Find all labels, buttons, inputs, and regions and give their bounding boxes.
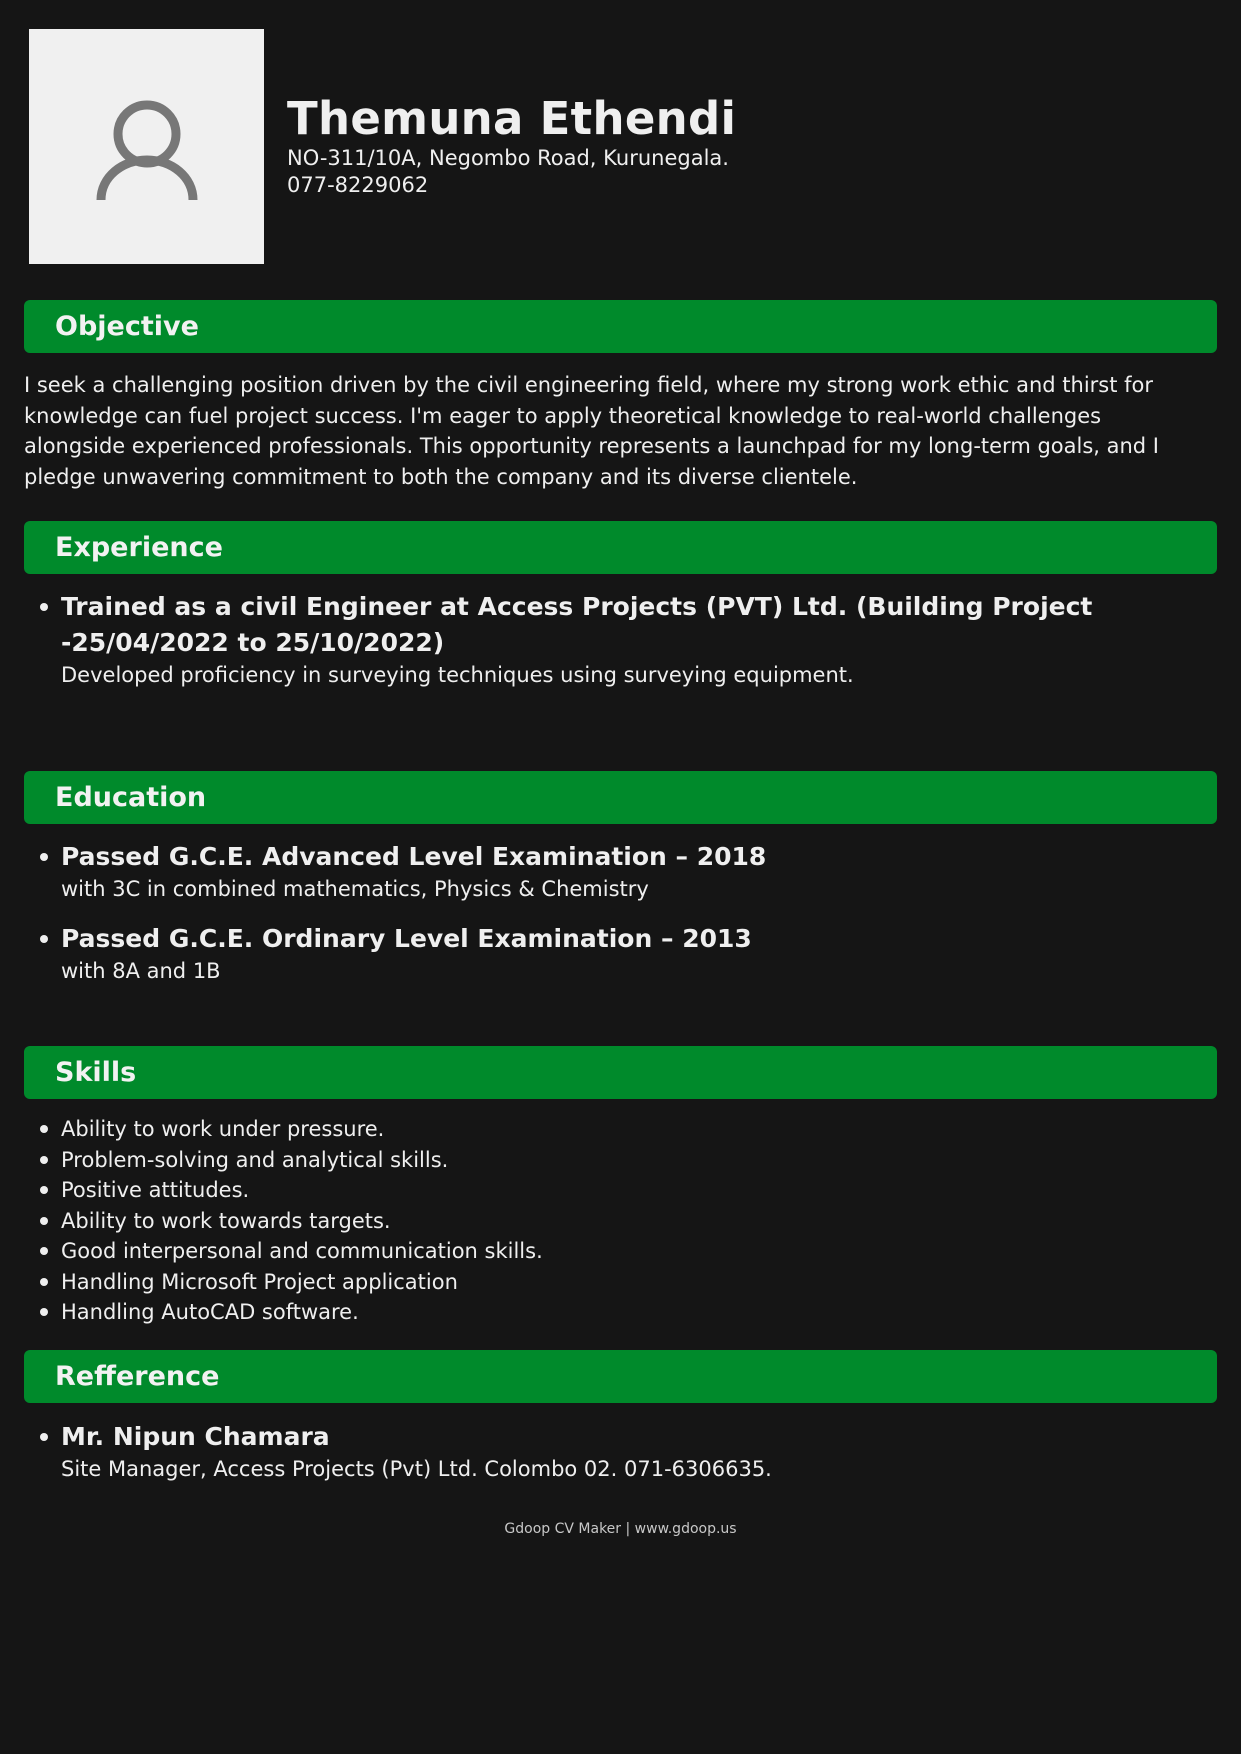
identity-block (287, 93, 736, 199)
user-placeholder-icon (92, 92, 202, 202)
education-desc: with 8A and 1B (61, 959, 221, 983)
list-item (38, 1419, 1217, 1484)
profile-photo (29, 29, 264, 264)
phone-number: 077-8229062 (287, 172, 429, 197)
cv-header (29, 29, 1217, 264)
education-desc: with 3C in combined mathematics, Physics & Chemistry (61, 877, 649, 901)
reference-name: Mr. Nipun Chamara (61, 1421, 330, 1451)
objective-text: I seek a challenging position driven by the civil engineering field, where my strong work ethic and thirst for knowledge can fuel project success. I'm eager to apply theoretical knowledge to real-world challenges alongside experienced professionals. This opportunity represents a launchpad for my long-term goals, and I pledge unwavering commitment to both the company and its diverse clientele. (24, 373, 1159, 489)
experience-title: Trained as a civil Engineer at Access Projects (PVT) Ltd. (Building Project -25/04/2022 to 25/10/2022) (61, 592, 1093, 657)
experience-heading: Experience (24, 521, 1217, 574)
candidate-name: Themuna Ethendi (287, 91, 737, 145)
reference-desc: Site Manager, Access Projects (Pvt) Ltd. Colombo 02. 071-6306635. (61, 1456, 772, 1481)
education-list (38, 839, 1217, 986)
list-item: Handling AutoCAD software. (38, 1297, 1217, 1328)
experience-desc: Developed proficiency in surveying techniques using surveying equipment. (61, 663, 854, 687)
address: NO-311/10A, Negombo Road, Kurunegala. (287, 145, 729, 170)
reference-list (38, 1419, 1217, 1484)
education-title: Passed G.C.E. Ordinary Level Examination – 2013 (61, 924, 752, 953)
list-item: Problem-solving and analytical skills. (38, 1145, 1217, 1176)
footer-credit: Gdoop CV Maker | www.gdoop.us (504, 1520, 737, 1537)
list-item (38, 839, 1217, 904)
list-item: Ability to work under pressure. (38, 1114, 1217, 1145)
list-item (38, 921, 1217, 986)
experience-list (38, 589, 1217, 690)
skills-list (38, 1114, 1217, 1328)
objective-heading: Objective (24, 300, 1217, 353)
list-item (38, 589, 1217, 690)
list-item: Positive attitudes. (38, 1175, 1217, 1206)
skills-heading: Skills (24, 1046, 1217, 1099)
cv-page (24, 29, 1217, 1537)
list-item: Good interpersonal and communication skills. (38, 1236, 1217, 1267)
education-title: Passed G.C.E. Advanced Level Examination – 2018 (61, 842, 767, 871)
reference-heading: Refference (24, 1350, 1217, 1403)
list-item: Handling Microsoft Project application (38, 1267, 1217, 1298)
education-heading: Education (24, 771, 1217, 824)
list-item: Ability to work towards targets. (38, 1206, 1217, 1237)
